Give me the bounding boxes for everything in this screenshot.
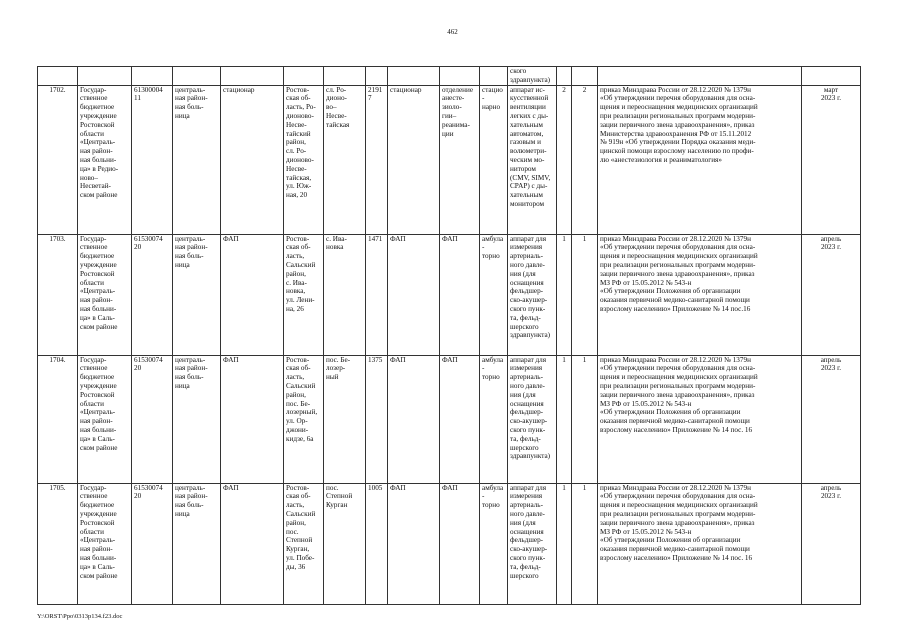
cell-unit-type: ФАП <box>221 355 284 483</box>
cell-org: Государ- ственное бюджетное учреждение Ростовской области «Централь- ная район- ная больни- ца» в Редио- ново– Несветай- ском районе <box>78 85 132 234</box>
table-row <box>38 483 861 604</box>
cell-equipment: аппарат ис- кусственной вентиляции легких с ды- хательным автоматом, газовым и волюметри- ческим мо- нитором (CMV, SIMV, CPAP) с ды- хательным монитором <box>508 85 557 234</box>
cell-code: 61530074 20 <box>132 355 173 483</box>
cell-basis <box>598 67 802 86</box>
cell-population: 1471 <box>366 234 388 355</box>
cell-basis: приказ Минздрава России от 28.12.2020 № 1379н «Об утверждении перечня оборудования для осна- щения и переоснащения медицинских организаций при реализации региональных программ модерни- зации первичного звена здравоохранения», приказ МЗ РФ от 15.05.2012 № 543-н «Об утверждении Положения об организации оказания первичной медико-санитарной помощи взрослому населению» Приложение № 14 пос. 16 <box>598 355 802 483</box>
cell-care-form <box>480 67 508 86</box>
cell-address: Ростов- ская об- ласть, Сальский район, пос. Бе- лозерный, ул. Ор- джони- кидзе, 6а <box>284 355 324 483</box>
table-row <box>38 355 861 483</box>
cell-num: 1703. <box>38 234 78 355</box>
cell-facility: ФАП <box>388 355 440 483</box>
cell-qty1: 2 <box>557 85 572 234</box>
cell-code: 61530074 20 <box>132 483 173 604</box>
cell-equipment: аппарат для измерения артериаль- ного давле- ния (для оснащения фельдшер- ско-акушер- ского пунк- та, фельд- шерского <box>508 483 557 604</box>
page-number: 462 <box>447 28 458 36</box>
cell-num: 1702. <box>38 85 78 234</box>
cell-department <box>440 67 480 86</box>
cell-locality: с. Ива- новка <box>324 234 366 355</box>
cell-qty2: 1 <box>572 355 598 483</box>
document-file-path: Y:\ORST\Ppo\0313p134.f23.doc <box>37 613 123 620</box>
cell-facility: ФАП <box>388 234 440 355</box>
cell-code: 61530074 20 <box>132 234 173 355</box>
cell-department: ФАП <box>440 234 480 355</box>
cell-population: 1005 <box>366 483 388 604</box>
table-row <box>38 234 861 355</box>
cell-basis: приказ Минздрава России от 28.12.2020 № 1379н «Об утверждении перечня оборудования для осна- щения и переоснащения медицинских организаций при реализации региональных программ модерни- зации первичного звена здравоохранения», приказ МЗ РФ от 15.05.2012 № 543-н «Об утверждении Положения об организации оказания первичной медико-санитарной помощи взрослому населению» Приложение № 14 пос. 16 <box>598 483 802 604</box>
cell-facility <box>388 67 440 86</box>
cell-num: 1704. <box>38 355 78 483</box>
cell-population <box>366 67 388 86</box>
cell-qty2 <box>572 67 598 86</box>
cell-name: централь- ная район- ная боль- ница <box>173 483 221 604</box>
cell-name: централь- ная район- ная боль- ница <box>173 234 221 355</box>
cell-org <box>78 67 132 86</box>
cell-date <box>802 67 861 86</box>
cell-equipment: аппарат для измерения артериаль- ного давле- ния (для оснащения фельдшер- ско-акушер- ского пунк- та, фельд- шерского здравпункта) <box>508 234 557 355</box>
cell-org: Государ- ственное бюджетное учреждение Ростовской области «Централь- ная район- ная больни- ца» в Саль- ском районе <box>78 355 132 483</box>
cell-date: апрель 2023 г. <box>802 355 861 483</box>
cell-code <box>132 67 173 86</box>
cell-locality: пос. Степной Курган <box>324 483 366 604</box>
cell-basis: приказ Минздрава России от 28.12.2020 № 1379н «Об утверждении перечня оборудования для осна- щения и переоснащения медицинских организаций при реализации региональных программ модерни- зации первичного звена здравоохранения», приказ Министерства здравоохранения РФ от 15.11.2012 № 919н «Об утверждении Порядка оказания меди- цинской помощи взрослому населению по профи- лю «анестезиология и реаниматология» <box>598 85 802 234</box>
equipment-register-table <box>37 66 861 605</box>
cell-date: март 2023 г. <box>802 85 861 234</box>
cell-locality: пос. Бе- лозер- ный <box>324 355 366 483</box>
cell-locality: сл. Ро- дионо- во– Несве- тайская <box>324 85 366 234</box>
cell-basis: приказ Минздрава России от 28.12.2020 № 1379н «Об утверждении перечня оборудования для осна- щения и переоснащения медицинских организаций при реализации региональных программ модерни- зации первичного звена здравоохранения», приказ МЗ РФ от 15.05.2012 № 543-н «Об утверждении Положения об организации оказания первичной медико-санитарной помощи взрослому населению» Приложение № 14 пос.16 <box>598 234 802 355</box>
cell-qty1: 1 <box>557 355 572 483</box>
cell-name: централь- ная район- ная боль- ница <box>173 85 221 234</box>
cell-qty2: 2 <box>572 85 598 234</box>
cell-name: централь- ная район- ная боль- ница <box>173 355 221 483</box>
cell-code: 61300004 11 <box>132 85 173 234</box>
cell-qty1 <box>557 67 572 86</box>
cell-equipment: аппарат для измерения артериаль- ного давле- ния (для оснащения фельдшер- ско-акушер- ского пунк- та, фельд- шерского здравпункта) <box>508 355 557 483</box>
cell-num: 1705. <box>38 483 78 604</box>
table-row-continued <box>38 67 861 86</box>
cell-org: Государ- ственное бюджетное учреждение Ростовской области «Централь- ная район- ная больни- ца» в Саль- ском районе <box>78 483 132 604</box>
cell-address <box>284 67 324 86</box>
cell-address: Ростов- ская об- ласть, Сальский район, пос. Степной Курган, ул. Побе- ды, 36 <box>284 483 324 604</box>
cell-locality <box>324 67 366 86</box>
cell-unit-type: стационар <box>221 85 284 234</box>
cell-care-form: амбула- торно <box>480 234 508 355</box>
cell-unit-type: ФАП <box>221 483 284 604</box>
cell-population: 1375 <box>366 355 388 483</box>
cell-name <box>173 67 221 86</box>
cell-care-form: амбула- торно <box>480 355 508 483</box>
cell-qty2: 1 <box>572 234 598 355</box>
cell-population: 21917 <box>366 85 388 234</box>
table-row <box>38 85 861 234</box>
cell-unit-type: ФАП <box>221 234 284 355</box>
cell-department: ФАП <box>440 355 480 483</box>
cell-address: Ростов- ская об- ласть, Ро- дионово- Несве- тайский район, сл. Ро- дионово- Несве- тайская, ул. Юж- ная, 20 <box>284 85 324 234</box>
cell-date: апрель 2023 г. <box>802 234 861 355</box>
cell-department: отделение анесте- зиоло- гии– реанима- ции <box>440 85 480 234</box>
cell-qty2: 1 <box>572 483 598 604</box>
cell-department: ФАП <box>440 483 480 604</box>
cell-org: Государ- ственное бюджетное учреждение Ростовской области «Централь- ная район- ная больни- ца» в Саль- ском районе <box>78 234 132 355</box>
cell-care-form: амбула- торно <box>480 483 508 604</box>
cell-date: апрель 2023 г. <box>802 483 861 604</box>
cell-care-form: стацио- нарно <box>480 85 508 234</box>
cell-equipment: ского здравпункта) <box>508 67 557 86</box>
cell-facility: стационар <box>388 85 440 234</box>
cell-qty1: 1 <box>557 483 572 604</box>
cell-address: Ростов- ская об- ласть, Сальский район, с. Ива- новка, ул. Лени- на, 26 <box>284 234 324 355</box>
cell-facility: ФАП <box>388 483 440 604</box>
cell-qty1: 1 <box>557 234 572 355</box>
cell-num <box>38 67 78 86</box>
cell-unit-type <box>221 67 284 86</box>
